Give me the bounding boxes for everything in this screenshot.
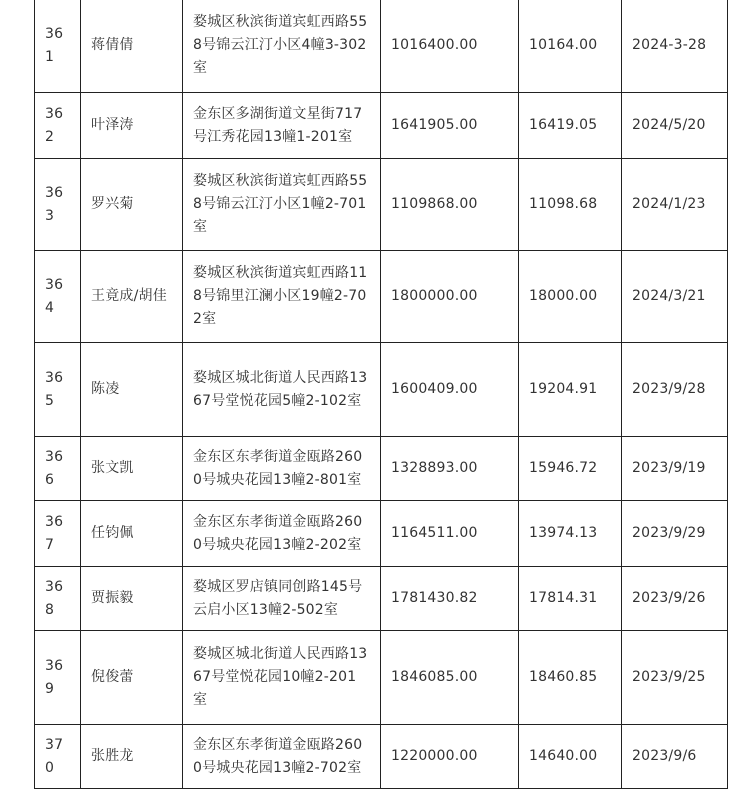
- record-date: 2024/1/23: [622, 159, 728, 251]
- table-row: [35, 251, 728, 343]
- tax-value: 18000.00: [519, 251, 622, 343]
- table-row: [35, 343, 728, 437]
- price-value: 1328893.00: [381, 437, 519, 501]
- table-row: [35, 0, 728, 93]
- price-value: 1164511.00: [381, 501, 519, 567]
- record-date: 2023/9/25: [622, 631, 728, 725]
- records-table-container: [34, 0, 727, 789]
- property-address: 金东区东孝街道金瓯路2600号城央花园13幢2-202室: [183, 501, 381, 567]
- owner-name: 王竟成/胡佳: [81, 251, 183, 343]
- owner-name: 罗兴菊: [81, 159, 183, 251]
- record-date: 2023/9/19: [622, 437, 728, 501]
- row-number: 370: [35, 725, 81, 789]
- owner-name: 陈凌: [81, 343, 183, 437]
- row-number: 368: [35, 567, 81, 631]
- record-date: 2023/9/29: [622, 501, 728, 567]
- price-value: 1220000.00: [381, 725, 519, 789]
- owner-name: 倪俊蕾: [81, 631, 183, 725]
- record-date: 2024/3/21: [622, 251, 728, 343]
- tax-value: 15946.72: [519, 437, 622, 501]
- record-date: 2024/5/20: [622, 93, 728, 159]
- record-date: 2023/9/26: [622, 567, 728, 631]
- property-address: 金东区东孝街道金瓯路2600号城央花园13幢2-801室: [183, 437, 381, 501]
- property-address: 婺城区秋滨街道宾虹西路118号锦里江澜小区19幢2-702室: [183, 251, 381, 343]
- property-address: 婺城区罗店镇同创路145号云启小区13幢2-502室: [183, 567, 381, 631]
- record-date: 2024-3-28: [622, 0, 728, 93]
- row-number: 363: [35, 159, 81, 251]
- owner-name: 叶泽涛: [81, 93, 183, 159]
- row-number: 364: [35, 251, 81, 343]
- price-value: 1846085.00: [381, 631, 519, 725]
- owner-name: 蒋倩倩: [81, 0, 183, 93]
- tax-value: 19204.91: [519, 343, 622, 437]
- row-number: 361: [35, 0, 81, 93]
- owner-name: 张胜龙: [81, 725, 183, 789]
- table-row: [35, 159, 728, 251]
- row-number: 369: [35, 631, 81, 725]
- tax-value: 16419.05: [519, 93, 622, 159]
- row-number: 367: [35, 501, 81, 567]
- owner-name: 贾振毅: [81, 567, 183, 631]
- tax-value: 10164.00: [519, 0, 622, 93]
- property-address: 婺城区秋滨街道宾虹西路558号锦云江汀小区1幢2-701室: [183, 159, 381, 251]
- price-value: 1800000.00: [381, 251, 519, 343]
- tax-value: 17814.31: [519, 567, 622, 631]
- record-date: 2023/9/6: [622, 725, 728, 789]
- price-value: 1600409.00: [381, 343, 519, 437]
- tax-value: 11098.68: [519, 159, 622, 251]
- owner-name: 任钧佩: [81, 501, 183, 567]
- property-address: 金东区多湖街道文星街717号江秀花园13幢1-201室: [183, 93, 381, 159]
- property-address: 婺城区城北街道人民西路1367号堂悦花园5幢2-102室: [183, 343, 381, 437]
- records-table: [34, 0, 728, 789]
- tax-value: 18460.85: [519, 631, 622, 725]
- property-address: 婺城区城北街道人民西路1367号堂悦花园10幢2-201室: [183, 631, 381, 725]
- owner-name: 张文凯: [81, 437, 183, 501]
- table-row: [35, 567, 728, 631]
- row-number: 362: [35, 93, 81, 159]
- record-date: 2023/9/28: [622, 343, 728, 437]
- row-number: 365: [35, 343, 81, 437]
- table-row: [35, 93, 728, 159]
- tax-value: 14640.00: [519, 725, 622, 789]
- table-row: [35, 437, 728, 501]
- table-row: [35, 725, 728, 789]
- price-value: 1016400.00: [381, 0, 519, 93]
- row-number: 366: [35, 437, 81, 501]
- property-address: 金东区东孝街道金瓯路2600号城央花园13幢2-702室: [183, 725, 381, 789]
- tax-value: 13974.13: [519, 501, 622, 567]
- table-row: [35, 501, 728, 567]
- price-value: 1641905.00: [381, 93, 519, 159]
- price-value: 1781430.82: [381, 567, 519, 631]
- table-row: [35, 631, 728, 725]
- property-address: 婺城区秋滨街道宾虹西路558号锦云江汀小区4幢3-302室: [183, 0, 381, 93]
- price-value: 1109868.00: [381, 159, 519, 251]
